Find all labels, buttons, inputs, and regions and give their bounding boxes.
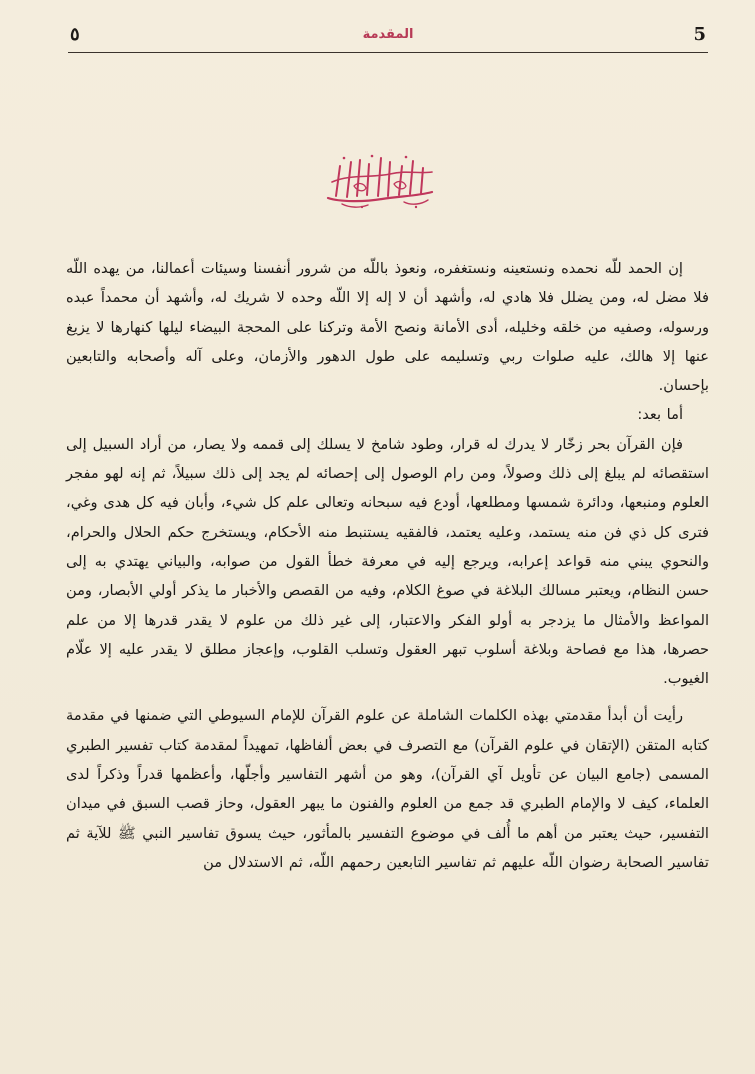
header-divider (68, 52, 708, 53)
body-text (66, 254, 709, 877)
paragraph-intro-tabari: رأيت أن أبدأ مقدمتي بهذه الكلمات الشاملة عن علوم القرآن للإمام السيوطي التي ضمنها في مقدمة كتابه المتقن (الإتقان في علوم القرآن) مع التصرف في بعض ألفاظها، تمهيداً لمقدمة كتاب تفسير الطبري المسمى (جامع البيان عن تأويل آي القرآن)، وهو من أشهر التفاسير وأجلّها، وأعظمها قدراً وذكراً لدى العلماء، كيف لا والإمام الطبري قد جمع من العلوم والفنون ما يبهر العقول، وحاز قصب السبق في ميدان التفسير، حيث يعتبر من أهم ما أُلف في موضوع التفسير بالمأثور، حيث يسوق تفاسير النبي ﷺ للآية ثم تفاسير الصحابة رضوان اللّه عليهم ثم تفاسير التابعين رحمهم اللّه، ثم الاستدلال من (66, 707, 709, 871)
page-number-latin: 5 (693, 24, 706, 45)
page-number-arabic: ٥ (70, 24, 80, 45)
paragraph-amma-baad: أما بعد: (637, 406, 683, 424)
paragraph-quran-ocean: فإن القرآن بحر زخّار لا يدرك له قرار، وطود شامخ لا يسلك إلى قممه ولا يصار، من أراد السبيل إلى استقصائه لم يبلغ إلى ذلك وصولاً، ومن رام الوصول إلى إحصائه لم يجد إلى ذلك سبيلاً، ثم إنه لهو مفجر العلوم ومنبعها، ودائرة شمسها ومطلعها، أودع فيه سبحانه وتعالى علم كل شيء، وأبان فيه كل هدى وغي، فترى كل ذي فن منه يستمد، وعليه يعتمد، فالفقيه يستنبط منه الأحكام، ويستخرج حكم الحلال والحرام، والنحوي يبني منه قواعد إعرابه، ويرجع إليه في معرفة خطأ القول من صوابه، والبياني يهتدي به إلى حسن النظام، ويعتبر مسالك البلاغة في صوغ الكلام، وفيه من القصص والأخبار ما يذكر أولي الأبصار، ومن المواعظ والأمثال ما يزدجر به أولو الفكر والاعتبار، إلى غير ذلك من علوم لا يقدر قدرها إلا من علم حصرها، هذا مع فصاحة وبلاغة أسلوب تبهر العقول وتسلب القلوب، وإعجاز مطلق لا يقدر عليه إلا علّام الغيوب. (66, 435, 709, 688)
paragraph-praise: إن الحمد للّه نحمده ونستعينه ونستغفره، ونعوذ باللّه من شرور أنفسنا وسيئات أعمالنا، من يهده اللّه فلا مضل له، ومن يضلل فلا هادي له، وأشهد أن لا إله إلا اللّه وحده لا شريك له، وأشهد أن محمداً عبده ورسوله، وصفيه من خلقه وخليله، أدى الأمانة ونصح الأمة وتركنا على المحجة البيضاء ليلها كنهارها لا يزيغ عنها إلا هالك، عليه صلوات ربي وتسليمه على طول الدهور والأزمان، وعلى آله وأصحابه والتابعين بإحسان. (66, 260, 709, 395)
chapter-title: المقدمة (362, 27, 414, 42)
running-header (68, 22, 708, 48)
basmala-calligraphy (320, 152, 440, 210)
